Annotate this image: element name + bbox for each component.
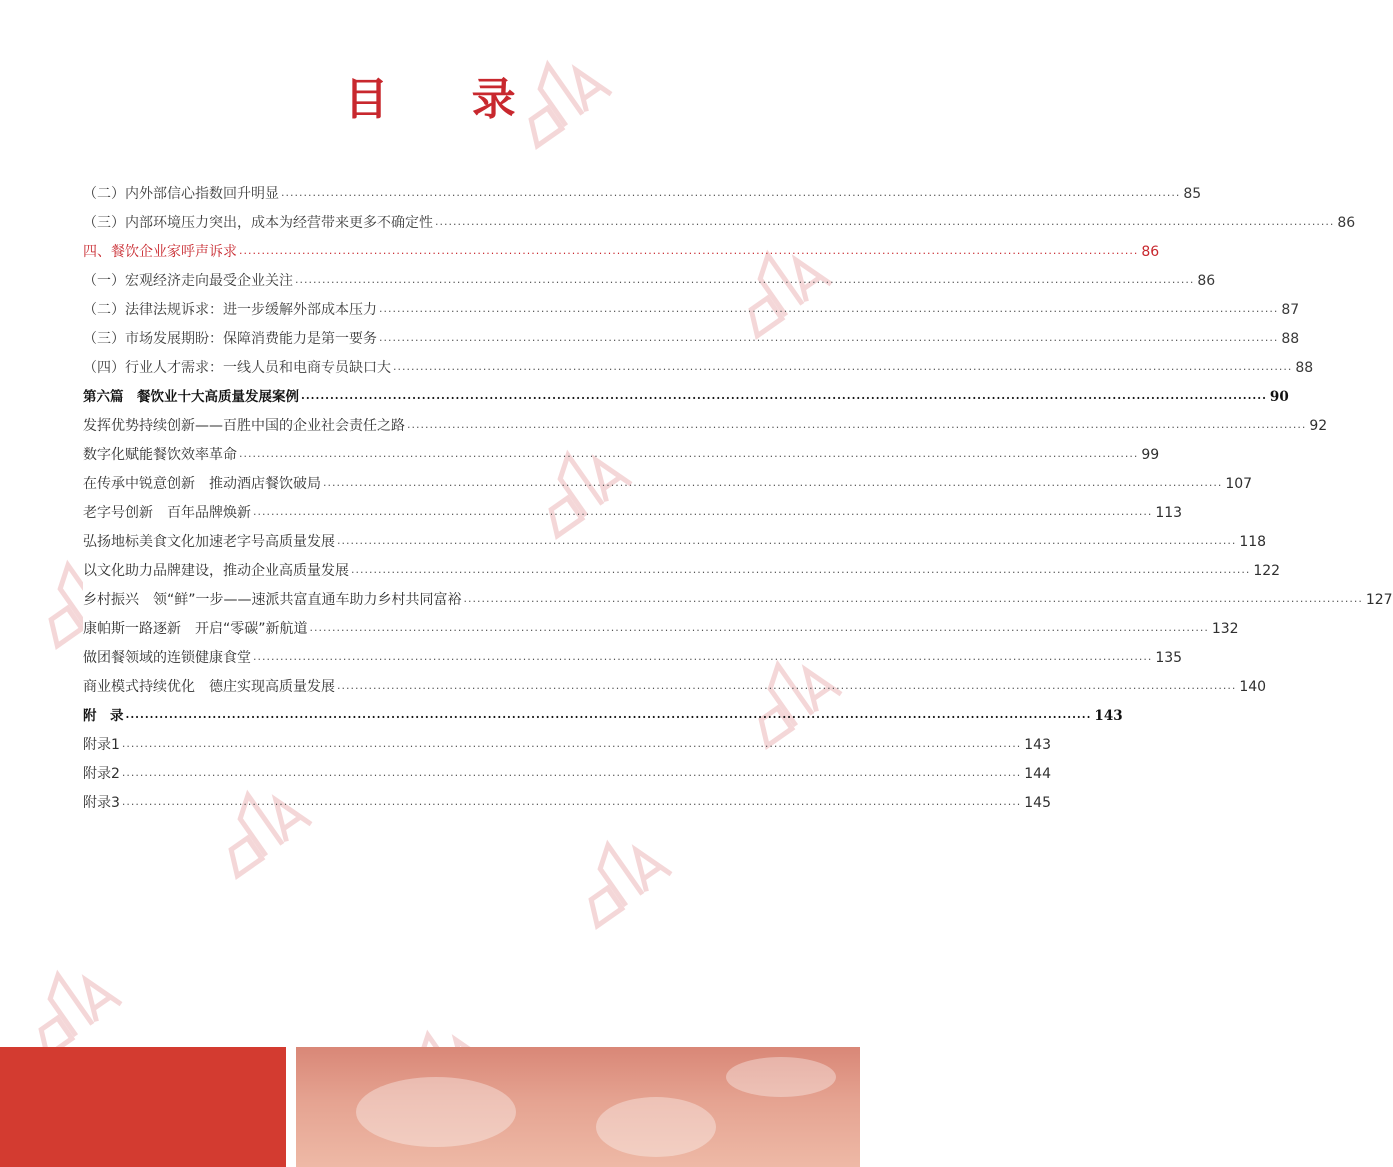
toc-page-number: 145: [1024, 795, 1051, 811]
toc-entry-title: 做团餐领域的连锁健康食堂: [83, 644, 253, 673]
toc-page-number: 122: [1253, 563, 1281, 579]
toc-leader-dots: ········································································································································································································: [121, 740, 1022, 753]
toc-entry[interactable]: [83, 180, 1202, 209]
toc-leader-dots: ········································································································································································································: [253, 653, 1153, 666]
toc-page-number: 85: [1183, 186, 1202, 202]
toc-entry[interactable]: [83, 238, 1160, 267]
toc-entry[interactable]: [83, 615, 1239, 644]
toc-entry[interactable]: [83, 760, 1051, 789]
toc-page-number: 127: [1365, 592, 1393, 608]
toc-entry-title: （二）法律法规诉求：进一步缓解外部成本压力: [83, 296, 379, 325]
toc-page-number: 99: [1141, 447, 1160, 463]
toc-page-number: 118: [1239, 534, 1267, 550]
toc-leader-dots: ········································································································································································································: [121, 769, 1022, 782]
toc-leader-dots: ········································································································································································································: [323, 479, 1223, 492]
toc-leader-dots: ········································································································································································································: [379, 334, 1279, 347]
toc-entry[interactable]: [83, 586, 1393, 615]
toc-entry-title: 康帕斯一路逐新 开启“零碳”新航道: [83, 615, 310, 644]
toc-entry[interactable]: [83, 731, 1051, 760]
toc-entry[interactable]: [83, 557, 1281, 586]
toc-page-number: 86: [1337, 215, 1356, 231]
toc-entry[interactable]: [83, 673, 1267, 702]
watermark-logo: [560, 820, 710, 930]
toc-entry-title: （二）内外部信心指数回升明显: [83, 180, 281, 209]
toc-page-number: 132: [1211, 621, 1239, 637]
toc-entry[interactable]: [83, 383, 1289, 412]
table-of-contents: [83, 180, 1393, 818]
toc-entry-title: （四）行业人才需求：一线人员和电商专员缺口大: [83, 354, 393, 383]
toc-entry[interactable]: [83, 499, 1183, 528]
toc-page-number: 135: [1155, 650, 1183, 666]
toc-page-number: 86: [1141, 244, 1160, 260]
toc-entry[interactable]: [83, 528, 1267, 557]
toc-leader-dots: ········································································································································································································: [309, 624, 1209, 637]
toc-page-number: 90: [1269, 389, 1289, 405]
toc-entry[interactable]: [83, 296, 1300, 325]
page-title: 目 录: [344, 74, 550, 125]
toc-entry-title: 老字号创新 百年品牌焕新: [83, 499, 253, 528]
toc-entry-title: 第六篇 餐饮业十大高质量发展案例: [83, 383, 301, 412]
toc-entry-title: 附录3: [83, 789, 122, 818]
toc-entry-title: 以文化助力品牌建设，推动企业高质量发展: [83, 557, 351, 586]
toc-entry-title: 商业模式持续优化 德庄实现高质量发展: [83, 673, 337, 702]
footer-band-red: [0, 1047, 286, 1167]
toc-entry-title: 发挥优势持续创新——百胜中国的企业社会责任之路: [83, 412, 407, 441]
toc-page-number: 140: [1239, 679, 1267, 695]
toc-entry-title: 乡村振兴 领“鲜”一步——速派共富直通车助力乡村共同富裕: [83, 586, 464, 615]
toc-entry[interactable]: [83, 412, 1328, 441]
toc-entry-title: 数字化赋能餐饮效率革命: [83, 441, 239, 470]
toc-entry-title: 四、餐饮企业家呼声诉求: [83, 238, 239, 267]
toc-entry[interactable]: [83, 441, 1160, 470]
toc-page-number: 113: [1155, 505, 1183, 521]
toc-leader-dots: ········································································································································································································: [125, 711, 1092, 724]
toc-entry[interactable]: [83, 325, 1300, 354]
toc-leader-dots: ········································································································································································································: [351, 566, 1251, 579]
toc-leader-dots: ········································································································································································································: [301, 392, 1267, 405]
toc-leader-dots: ········································································································································································································: [337, 537, 1237, 550]
toc-leader-dots: ········································································································································································································: [435, 218, 1335, 231]
toc-leader-dots: ········································································································································································································: [121, 798, 1022, 811]
toc-page-number: 143: [1094, 708, 1123, 724]
toc-leader-dots: ········································································································································································································: [239, 450, 1139, 463]
toc-leader-dots: ········································································································································································································: [253, 508, 1153, 521]
toc-entry[interactable]: [83, 702, 1123, 731]
toc-entry[interactable]: [83, 354, 1314, 383]
toc-entry[interactable]: [83, 644, 1183, 673]
toc-leader-dots: ········································································································································································································: [379, 305, 1279, 318]
toc-page-number: 143: [1024, 737, 1051, 753]
toc-leader-dots: ········································································································································································································: [463, 595, 1363, 608]
toc-leader-dots: ········································································································································································································: [407, 421, 1307, 434]
toc-page-number: 88: [1281, 331, 1300, 347]
toc-entry[interactable]: [83, 267, 1216, 296]
footer-band-photo: [296, 1047, 860, 1167]
toc-leader-dots: ········································································································································································································: [239, 247, 1139, 260]
toc-leader-dots: ········································································································································································································: [295, 276, 1195, 289]
toc-entry[interactable]: [83, 209, 1356, 238]
toc-entry-title: 在传承中锐意创新 推动酒店餐饮破局: [83, 470, 323, 499]
toc-page-number: 92: [1309, 418, 1328, 434]
toc-entry-title: 附 录: [83, 702, 126, 731]
watermark-logo: [10, 950, 160, 1060]
toc-page-number: 86: [1197, 273, 1216, 289]
toc-entry-title: （三）市场发展期盼：保障消费能力是第一要务: [83, 325, 379, 354]
toc-entry-title: 附录2: [83, 760, 122, 789]
toc-entry-title: 附录1: [83, 731, 122, 760]
toc-page-number: 107: [1225, 476, 1253, 492]
toc-leader-dots: ········································································································································································································: [281, 189, 1181, 202]
toc-page-number: 88: [1295, 360, 1314, 376]
toc-leader-dots: ········································································································································································································: [393, 363, 1293, 376]
toc-entry[interactable]: [83, 789, 1051, 818]
toc-entry-title: （三）内部环境压力突出，成本为经营带来更多不确定性: [83, 209, 435, 238]
toc-entry[interactable]: [83, 470, 1253, 499]
toc-entry-title: （一）宏观经济走向最受企业关注: [83, 267, 295, 296]
toc-leader-dots: ········································································································································································································: [337, 682, 1237, 695]
toc-entry-title: 弘扬地标美食文化加速老字号高质量发展: [83, 528, 337, 557]
toc-page-number: 87: [1281, 302, 1300, 318]
toc-page-number: 144: [1024, 766, 1051, 782]
